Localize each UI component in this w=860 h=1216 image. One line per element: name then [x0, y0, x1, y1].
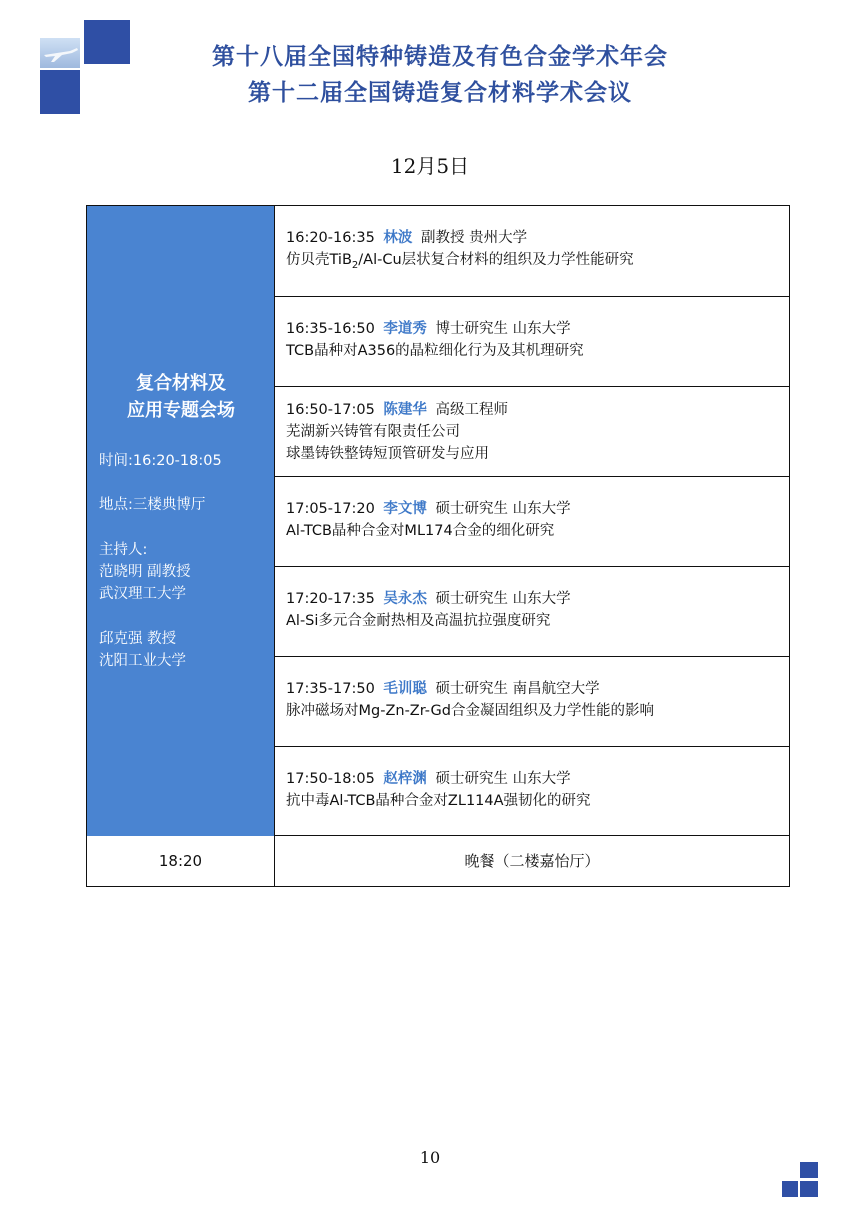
talk-row [275, 477, 789, 567]
talk-row [275, 206, 789, 297]
host-org: 武汉理工大学 [99, 586, 186, 602]
speaker-org: 芜湖新兴铸管有限责任公司 [286, 424, 460, 440]
conference-logo [40, 20, 132, 116]
corner-square [782, 1181, 798, 1197]
talk-time: 17:35-17:50 [286, 681, 375, 697]
speaker-name: 赵梓渊 [383, 771, 427, 787]
speaker-info: 硕士研究生 南昌航空大学 [435, 681, 600, 697]
talk-time: 16:35-16:50 [286, 321, 375, 337]
logo-square [40, 70, 80, 114]
host-org: 沈阳工业大学 [99, 653, 186, 669]
speaker-info: 硕士研究生 山东大学 [435, 501, 571, 517]
session-time: 时间:16:20-18:05 [99, 453, 222, 469]
speaker-name: 吴永杰 [383, 591, 427, 607]
talk-row [275, 657, 789, 747]
talk-title: 仿贝壳TiB$_2$/Al-Cu层状复合材料的组织及力学性能研究 [286, 252, 634, 271]
speaker-name: 李文博 [383, 501, 427, 517]
speaker-info: 硕士研究生 山东大学 [435, 771, 571, 787]
corner-decoration [782, 1162, 820, 1198]
talk-time: 16:20-16:35 [286, 230, 375, 246]
airplane-image [40, 38, 80, 68]
talk-title: 脉冲磁场对Mg-Zn-Zr-Gd合金凝固组织及力学性能的影响 [286, 703, 654, 719]
talk-time: 17:50-18:05 [286, 771, 375, 787]
session-name [87, 370, 275, 424]
speaker-info: 高级工程师 [435, 402, 509, 418]
session-name-line1: 复合材料及 [136, 373, 226, 394]
speaker-info: 博士研究生 山东大学 [435, 321, 571, 337]
logo-gap [84, 70, 130, 114]
talk-title: TCB晶种对A356的晶粒细化行为及其机理研究 [286, 343, 584, 359]
subscript: 2 [351, 259, 359, 271]
logo-square [84, 20, 130, 64]
talk-time: 16:50-17:05 [286, 402, 375, 418]
speaker-name: 陈建华 [383, 402, 427, 418]
talk-title: Al-Si多元合金耐热相及高温抗拉强度研究 [286, 613, 551, 629]
page-number: 10 [419, 1148, 441, 1167]
host-name: 范晓明 副教授 [99, 564, 191, 580]
speaker-name: 林波 [383, 230, 413, 246]
talk-row [275, 297, 789, 387]
host-name: 邱克强 教授 [99, 631, 177, 647]
dinner-time: 18:20 [87, 836, 275, 886]
hosts-label: 主持人: [99, 542, 148, 558]
speaker-name: 毛训聪 [383, 681, 427, 697]
talk-time: 17:20-17:35 [286, 591, 375, 607]
talk-title: 球墨铸铁整铸短顶管研发与应用 [286, 446, 489, 462]
talk-title: 抗中毒Al-TCB晶种合金对ZL114A强韧化的研究 [286, 793, 591, 809]
schedule-table [86, 205, 790, 887]
speaker-name: 李道秀 [383, 321, 427, 337]
session-name-line2: 应用专题会场 [127, 400, 235, 421]
talk-row [275, 747, 789, 836]
conference-title-line1: 第十八届全国特种铸造及有色合金学术年会 [212, 44, 668, 70]
corner-square [800, 1181, 818, 1197]
talk-row [275, 387, 789, 477]
talk-title: Al-TCB晶种合金对ML174合金的细化研究 [286, 523, 555, 539]
speaker-info: 副教授 贵州大学 [421, 230, 528, 246]
session-location: 地点:三楼典博厅 [99, 497, 206, 513]
schedule-date: 12月5日 [390, 154, 470, 178]
corner-square [800, 1162, 818, 1178]
talk-row [275, 567, 789, 657]
speaker-info: 硕士研究生 山东大学 [435, 591, 571, 607]
talk-time: 17:05-17:20 [286, 501, 375, 517]
dinner-row [87, 836, 789, 886]
session-info-cell [87, 206, 275, 836]
dinner-event: 晚餐（二楼嘉怡厅） [464, 852, 600, 870]
conference-title-line2: 第十二届全国铸造复合材料学术会议 [248, 80, 632, 106]
